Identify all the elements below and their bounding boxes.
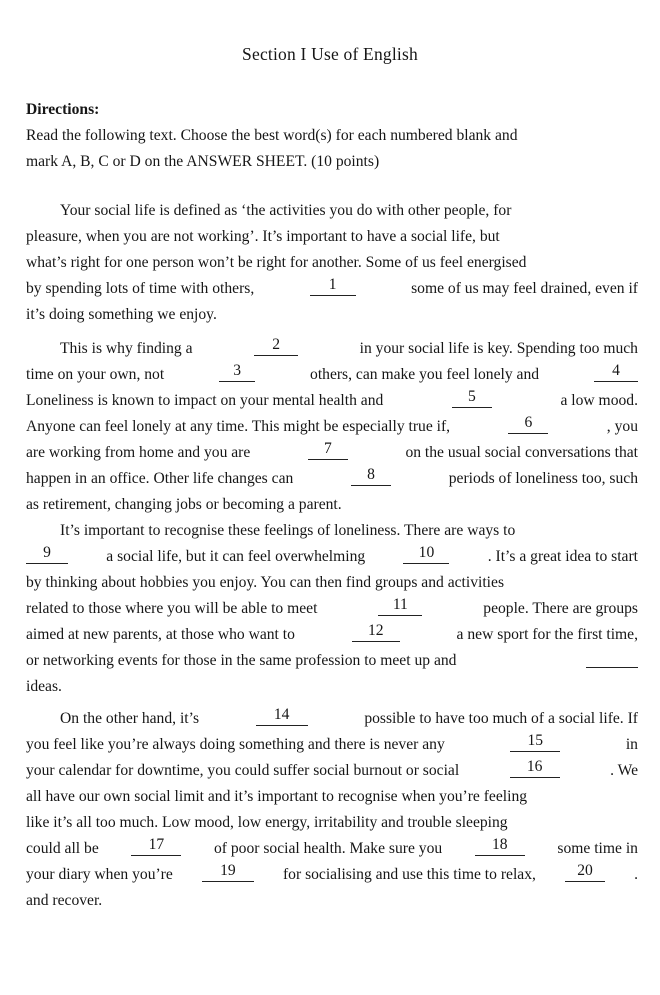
passage-text: people. There are groups <box>483 600 638 617</box>
passage-text: aimed at new parents, at those who want to <box>26 626 295 643</box>
passage-line <box>26 440 638 466</box>
passage-line <box>26 544 638 570</box>
passage-text: Loneliness is known to impact on your mental health and <box>26 392 384 409</box>
passage-line <box>26 198 638 224</box>
passage-text: Anyone can feel lonely at any time. This might be especially true if, <box>26 418 451 435</box>
passage-text: in your social life is key. Spending too much <box>359 340 638 357</box>
answer-blank[interactable]: 12 <box>352 622 400 642</box>
passage-text: are working from home and you are <box>26 444 251 461</box>
passage-text: ideas. <box>26 678 62 695</box>
passage-text: or networking events for those in the same profession to meet up and <box>26 652 457 669</box>
directions-line: Read the following text. Choose the best word(s) for each numbered blank and <box>26 127 518 144</box>
passage-text: all have our own social limit and it’s important to recognise when you’re feeling <box>26 788 528 805</box>
answer-blank[interactable]: 6 <box>508 414 548 434</box>
answer-blank[interactable] <box>586 648 638 668</box>
passage-line <box>26 596 638 622</box>
passage-line <box>26 302 638 328</box>
passage-line <box>26 518 638 544</box>
passage-line <box>26 276 638 302</box>
passage-line <box>26 224 638 250</box>
passage-line <box>26 336 638 362</box>
passage-text: on the usual social conversations that <box>405 444 638 461</box>
passage-line <box>26 758 638 784</box>
passage-text: . <box>634 866 638 883</box>
passage-text: could all be <box>26 840 99 857</box>
passage-line <box>26 648 638 674</box>
answer-blank[interactable]: 20 <box>565 862 605 882</box>
directions-heading: Directions: <box>26 101 100 118</box>
passage-text: by spending lots of time with others, <box>26 280 255 297</box>
answer-blank[interactable]: 1 <box>310 276 356 296</box>
passage-text: for socialising and use this time to relax, <box>282 866 536 883</box>
passage-text: by thinking about hobbies you enjoy. You can then find groups and activities <box>26 574 505 591</box>
passage-line <box>26 732 638 758</box>
passage-line <box>26 836 638 862</box>
answer-blank[interactable]: 4 <box>594 362 638 382</box>
passage-text: Your social life is defined as ‘the activities you do with other people, for <box>60 202 512 219</box>
answer-blank[interactable]: 10 <box>403 544 449 564</box>
passage-paragraph <box>26 198 638 328</box>
passage-line <box>26 862 638 888</box>
answer-blank[interactable]: 14 <box>256 706 308 726</box>
passage-text: your calendar for downtime, you could suffer social burnout or social <box>26 762 460 779</box>
passage-text: of poor social health. Make sure you <box>213 840 443 857</box>
answer-blank[interactable]: 17 <box>131 836 181 856</box>
passage-text: as retirement, changing jobs or becoming a parent. <box>26 496 342 513</box>
passage-line <box>26 674 638 700</box>
answer-blank[interactable]: 8 <box>351 466 391 486</box>
passage-text: It’s important to recognise these feelings of loneliness. There are ways to <box>60 522 516 539</box>
passage-line <box>26 570 638 596</box>
passage-text: others, can make you feel lonely and <box>310 366 540 383</box>
passage-text: periods of loneliness too, such <box>448 470 638 487</box>
answer-blank[interactable]: 7 <box>308 440 348 460</box>
passage-line <box>26 362 638 388</box>
directions-block <box>26 97 638 175</box>
passage-text: a social life, but it can feel overwhelming <box>106 548 366 565</box>
passage-paragraph <box>26 706 638 914</box>
passage-text: what’s right for one person won’t be right for another. Some of us feel energised <box>26 254 527 271</box>
answer-blank[interactable]: 9 <box>26 544 68 564</box>
passage-line <box>26 492 638 518</box>
passage-text: your diary when you’re <box>26 866 173 883</box>
passage-line <box>26 706 638 732</box>
passage-text: possible to have too much of a social life. If <box>364 710 638 727</box>
passage-line <box>26 888 638 914</box>
passage-line <box>26 466 638 492</box>
passage-text: some of us may feel drained, even if <box>411 280 638 297</box>
passage-line <box>26 810 638 836</box>
answer-blank[interactable]: 5 <box>452 388 492 408</box>
passage-text: it’s doing something we enjoy. <box>26 306 217 323</box>
passage-text: a low mood. <box>560 392 638 409</box>
answer-blank[interactable]: 2 <box>254 336 298 356</box>
passage-line <box>26 388 638 414</box>
passage-text: , you <box>606 418 638 435</box>
passage-text: . We <box>610 762 638 779</box>
passage-text: some time in <box>557 840 638 857</box>
answer-blank[interactable]: 18 <box>475 836 525 856</box>
passage-text: On the other hand, it’s <box>60 710 200 727</box>
passage-text: time on your own, not <box>26 366 165 383</box>
passage-text: in <box>625 736 638 753</box>
passage-line <box>26 250 638 276</box>
section-title: Section I Use of English <box>242 44 418 64</box>
passage-text: This is why finding a <box>60 340 193 357</box>
answer-blank[interactable]: 15 <box>510 732 560 752</box>
answer-blank[interactable]: 3 <box>219 362 255 382</box>
directions-line: mark A, B, C or D on the ANSWER SHEET. (10 points) <box>26 153 380 170</box>
answer-blank[interactable]: 11 <box>378 596 422 616</box>
passage-text: you feel like you’re always doing something and there is never any <box>26 736 445 753</box>
passage-paragraph <box>26 336 638 518</box>
passage-paragraph <box>26 518 638 700</box>
passage-text: like it’s all too much. Low mood, low energy, irritability and trouble sleeping <box>26 814 508 831</box>
answer-blank[interactable]: 16 <box>510 758 560 778</box>
passage-line <box>26 784 638 810</box>
passage-text: related to those where you will be able to meet <box>26 600 318 617</box>
passage-text: and recover. <box>26 892 103 909</box>
passage-text: . It’s a great idea to start <box>487 548 638 565</box>
passage-text: pleasure, when you are not working’. It’s important to have a social life, but <box>26 228 500 245</box>
passage-text: happen in an office. Other life changes can <box>26 470 294 487</box>
passage-line <box>26 414 638 440</box>
answer-blank[interactable]: 19 <box>202 862 254 882</box>
passage-line <box>26 622 638 648</box>
passage-text: a new sport for the first time, <box>456 626 638 643</box>
